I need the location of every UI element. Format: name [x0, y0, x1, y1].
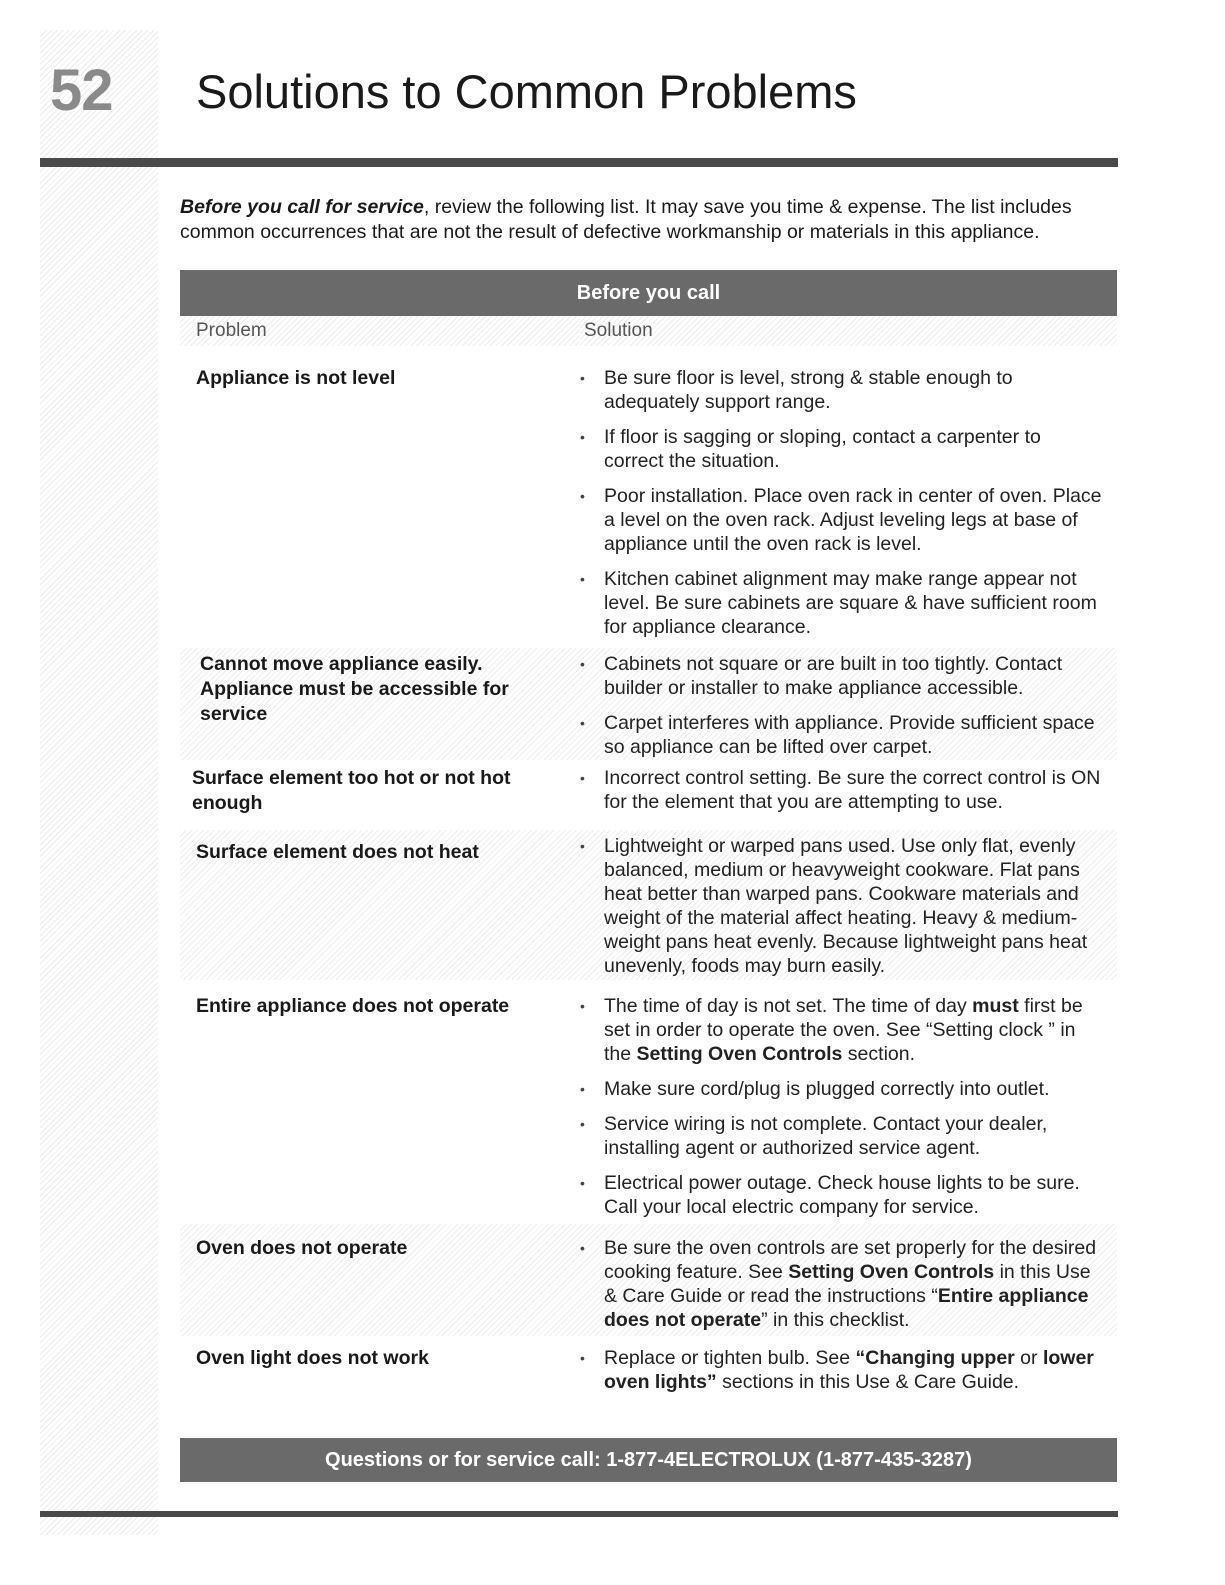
solution-list — [580, 366, 1105, 650]
service-call-banner: Questions or for service call: 1-877-4ELECTROLUX (1-877-435-3287) — [180, 1438, 1117, 1482]
problem-text: Oven light does not work — [196, 1347, 429, 1369]
solution-item: • Incorrect control setting. Be sure the correct control is ON for the element that you are attempting to use. — [580, 766, 1105, 814]
problem-text: Appliance is not level — [196, 367, 396, 389]
solution-list — [580, 834, 1105, 989]
problem-text: Surface element does not heat — [196, 841, 479, 863]
solution-item: • Cabinets not square or are built in too tightly. Contact builder or installer to make appliance accessible. — [580, 652, 1105, 700]
solution-list — [580, 1236, 1105, 1343]
problem-text: Oven does not operate — [196, 1237, 408, 1259]
solution-item: • Lightweight or warped pans used. Use only flat, evenly balanced, medium or heavyweight cookware. Flat pans heat better than warped pans. Cookware materials and weight of the material affect heating. Heavy & medium-weight pans heat evenly. Because lightweight pans heat unevenly, foods may burn easily. — [580, 834, 1105, 978]
bottom-divider — [40, 1511, 1118, 1517]
table-row — [180, 1346, 1117, 1416]
solution-item: • Electrical power outage. Check house lights to be sure. Call your local electric company for service. — [580, 1171, 1105, 1219]
table-row — [180, 994, 1117, 1220]
solution-item: • Be sure floor is level, strong & stable enough to adequately support range. — [580, 366, 1105, 414]
table-title: Before you call — [180, 270, 1117, 316]
solution-item: • Be sure the oven controls are set properly for the desired cooking feature. See Setting Oven Controls in this Use & Care Guide or read the instructions “Entire appliance does not operate” in this checklist. — [580, 1236, 1105, 1332]
side-strip — [40, 30, 158, 1535]
top-divider — [40, 158, 1118, 167]
page-title: Solutions to Common Problems — [196, 65, 857, 118]
solution-item: • Kitchen cabinet alignment may make range appear not level. Be sure cabinets are square & have sufficient room for appliance clearance. — [580, 567, 1105, 639]
problem-text: Entire appliance does not operate — [196, 995, 510, 1017]
intro-paragraph — [180, 195, 1110, 245]
solution-list — [580, 652, 1105, 770]
solution-item: • Carpet interferes with appliance. Provide sufficient space so appliance can be lifted over carpet. — [580, 711, 1105, 759]
table-row — [180, 1224, 1117, 1336]
problem-text: Surface element too hot or not hot enough — [192, 767, 511, 814]
intro-lead: Before you call for service — [180, 196, 424, 218]
page-number: 52 — [50, 58, 113, 123]
table-row — [180, 648, 1117, 760]
solution-item: • Replace or tighten bulb. See “Changing upper or lower oven lights” sections in this Use & Care Guide. — [580, 1346, 1105, 1394]
column-header-problem: Problem — [180, 316, 580, 346]
solution-item: • Poor installation. Place oven rack in center of oven. Place a level on the oven rack. Adjust leveling legs at base of appliance until the oven rack is level. — [580, 484, 1105, 556]
solution-item: • The time of day is not set. The time of day must first be set in order to operate the oven. See “Setting clock ” in the Setting Oven Controls section. — [580, 994, 1105, 1066]
column-header-solution: Solution — [580, 316, 1117, 346]
table-row — [180, 766, 1117, 832]
solution-list — [580, 1346, 1105, 1405]
solution-item: • Make sure cord/plug is plugged correctly into outlet. — [580, 1077, 1105, 1101]
problem-text: Cannot move appliance easily. Appliance must be accessible for service — [200, 653, 509, 725]
solution-list — [580, 766, 1105, 825]
intro-text: , review the following list. It may save you time & expense. The list includes common occurrences that are not the result of defective workmanship or materials in this appliance. — [180, 196, 1072, 243]
table-row — [180, 366, 1117, 648]
solution-list — [580, 994, 1105, 1230]
table-row — [180, 830, 1117, 980]
solution-item: • Service wiring is not complete. Contact your dealer, installing agent or authorized service agent. — [580, 1112, 1105, 1160]
solution-item: • If floor is sagging or sloping, contact a carpenter to correct the situation. — [580, 425, 1105, 473]
